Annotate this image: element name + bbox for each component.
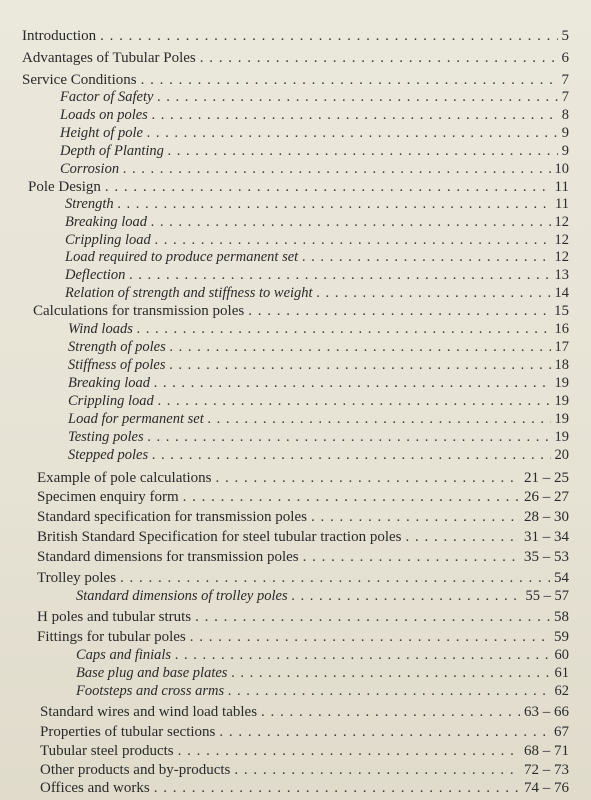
- toc-entry-page-number: 68 – 71: [524, 743, 569, 759]
- toc-entry-page-number: 74 – 76: [524, 780, 569, 796]
- dot-leader: [137, 319, 551, 339]
- toc-entry: [60, 105, 569, 125]
- toc-entry: [37, 527, 569, 547]
- dot-leader: [261, 702, 520, 722]
- dot-leader: [168, 141, 558, 161]
- toc-entry-label: Breaking load: [65, 214, 148, 230]
- toc-entry: [37, 627, 569, 647]
- toc-entry-page-number: 60: [554, 647, 569, 663]
- toc-entry: [65, 212, 569, 232]
- toc-entry-label: Pole Design: [28, 179, 101, 195]
- toc-entry-label: Example of pole calculations: [37, 470, 212, 486]
- toc-entry: [40, 722, 569, 742]
- toc-entry: [76, 663, 569, 683]
- toc-entry-page-number: 28 – 30: [524, 509, 569, 525]
- dot-leader: [178, 741, 520, 761]
- dot-leader: [152, 445, 550, 465]
- toc-entry-page-number: 58: [554, 609, 569, 625]
- toc-entry-label: Base plug and base plates: [76, 665, 228, 681]
- toc-entry-page-number: 21 – 25: [524, 470, 569, 486]
- toc-entry-label: Stepped poles: [68, 447, 149, 463]
- toc-entry: [68, 409, 569, 429]
- toc-entry: [60, 159, 569, 179]
- toc-entry-label: Tubular steel products: [40, 743, 174, 759]
- dot-leader: [154, 373, 550, 393]
- dot-leader: [234, 760, 520, 780]
- toc-entry: [37, 568, 569, 588]
- toc-entry-label: Advantages of Tubular Poles: [22, 50, 196, 66]
- dot-leader: [292, 586, 522, 606]
- dot-leader: [248, 301, 550, 321]
- toc-entry: [60, 87, 569, 107]
- toc-entry-label: Standard dimensions of trolley poles: [76, 588, 288, 604]
- toc-entry-page-number: 18: [554, 357, 569, 373]
- dot-leader: [228, 681, 550, 701]
- toc-entry: [76, 681, 569, 701]
- toc-entry-page-number: 63 – 66: [524, 704, 569, 720]
- dot-leader: [219, 722, 550, 742]
- toc-entry-label: Factor of Safety: [60, 89, 154, 105]
- toc-entry-page-number: 16: [554, 321, 569, 337]
- dot-leader: [183, 487, 520, 507]
- toc-entry-page-number: 20: [554, 447, 569, 463]
- toc-entry-label: Trolley poles: [37, 570, 117, 586]
- toc-entry-label: Relation of strength and stiffness to weight: [65, 285, 313, 301]
- toc-entry-label: Properties of tubular sections: [40, 724, 216, 740]
- toc-entry: [40, 778, 569, 798]
- toc-entry-label: Strength: [65, 196, 114, 212]
- dot-leader: [311, 507, 520, 527]
- toc-entry-page-number: 12: [554, 232, 569, 248]
- dot-leader: [231, 663, 550, 683]
- toc-entry: [76, 645, 569, 665]
- toc-entry: [37, 507, 569, 527]
- toc-entry-page-number: 72 – 73: [524, 762, 569, 778]
- toc-entry: [22, 26, 569, 46]
- toc-entry: [22, 48, 569, 68]
- dot-leader: [154, 778, 520, 798]
- toc-entry-label: Loads on poles: [60, 107, 148, 123]
- dot-leader: [200, 48, 558, 68]
- toc-entry-page-number: 6: [561, 50, 569, 66]
- toc-entry-page-number: 11: [555, 196, 569, 212]
- toc-entry-label: Height of pole: [60, 125, 143, 141]
- toc-entry-page-number: 19: [554, 393, 569, 409]
- toc-entry-label: Crippling load: [65, 232, 151, 248]
- toc-entry: [37, 607, 569, 627]
- toc-entry-label: Introduction: [22, 28, 97, 44]
- toc-entry: [65, 194, 569, 214]
- toc-entry: [60, 123, 569, 143]
- toc-entry: [40, 741, 569, 761]
- dot-leader: [152, 105, 558, 125]
- dot-leader: [148, 427, 551, 447]
- toc-entry-label: Footsteps and cross arms: [76, 683, 225, 699]
- toc-entry-page-number: 7: [561, 89, 569, 105]
- toc-entry-label: Caps and finials: [76, 647, 172, 663]
- toc-entry-page-number: 10: [554, 161, 569, 177]
- dot-leader: [170, 337, 551, 357]
- toc-entry-label: Stiffness of poles: [68, 357, 166, 373]
- dot-leader: [100, 26, 557, 46]
- toc-entry-label: Standard dimensions for transmission poles: [37, 549, 299, 565]
- toc-entry-label: Deflection: [65, 267, 126, 283]
- toc-entry-page-number: 31 – 34: [524, 529, 569, 545]
- toc-entry: [68, 337, 569, 357]
- toc-entry: [68, 319, 569, 339]
- dot-leader: [406, 527, 521, 547]
- toc-entry-label: Wind loads: [68, 321, 133, 337]
- toc-entry-page-number: 17: [554, 339, 569, 355]
- dot-leader: [158, 391, 551, 411]
- toc-entry: [37, 487, 569, 507]
- toc-entry-page-number: 12: [554, 249, 569, 265]
- toc-entry: [68, 445, 569, 465]
- toc-entry: [33, 301, 569, 321]
- dot-leader: [303, 547, 520, 567]
- toc-entry-label: Service Conditions: [22, 72, 137, 88]
- toc-entry-label: Crippling load: [68, 393, 154, 409]
- toc-entry-label: Offices and works: [40, 780, 150, 796]
- toc-entry-page-number: 61: [554, 665, 569, 681]
- toc-entry-label: British Standard Specification for steel tubular traction poles: [37, 529, 402, 545]
- toc-entry-page-number: 19: [554, 429, 569, 445]
- toc-entry-page-number: 9: [561, 143, 569, 159]
- toc-entry: [68, 373, 569, 393]
- toc-entry-page-number: 15: [554, 303, 569, 319]
- toc-entry-page-number: 9: [561, 125, 569, 141]
- toc-entry: [40, 760, 569, 780]
- toc-entry-page-number: 13: [554, 267, 569, 283]
- toc-entry-label: Standard specification for transmission poles: [37, 509, 307, 525]
- toc-entry-page-number: 19: [554, 411, 569, 427]
- dot-leader: [208, 409, 551, 429]
- dot-leader: [118, 194, 551, 214]
- dot-leader: [151, 212, 550, 232]
- toc-entry-label: Fittings for tubular poles: [37, 629, 186, 645]
- toc-entry: [40, 702, 569, 722]
- dot-leader: [317, 283, 551, 303]
- toc-entry-page-number: 59: [554, 629, 569, 645]
- toc-entry-label: Corrosion: [60, 161, 120, 177]
- dot-leader: [157, 87, 557, 107]
- toc-entry-page-number: 26 – 27: [524, 489, 569, 505]
- toc-entry-label: Testing poles: [68, 429, 144, 445]
- toc-entry: [60, 141, 569, 161]
- toc-entry: [68, 427, 569, 447]
- toc-entry-page-number: 11: [554, 179, 569, 195]
- toc-entry: [65, 265, 569, 285]
- toc-entry: [65, 247, 569, 267]
- toc-entry-label: Other products and by-products: [40, 762, 231, 778]
- dot-leader: [120, 568, 550, 588]
- toc-entry-page-number: 35 – 53: [524, 549, 569, 565]
- toc-entry-label: Specimen enquiry form: [37, 489, 179, 505]
- toc-entry-label: Load for permanent set: [68, 411, 204, 427]
- toc-entry-page-number: 8: [561, 107, 569, 123]
- toc-entry-label: Breaking load: [68, 375, 151, 391]
- toc-entry: [37, 547, 569, 567]
- toc-entry-page-number: 67: [554, 724, 569, 740]
- dot-leader: [129, 265, 550, 285]
- toc-entry-label: Standard wires and wind load tables: [40, 704, 258, 720]
- dot-leader: [195, 607, 550, 627]
- toc-entry-label: Load required to produce permanent set: [65, 249, 299, 265]
- toc-entry-page-number: 55 – 57: [525, 588, 569, 604]
- dot-leader: [123, 159, 550, 179]
- toc-entry: [65, 283, 569, 303]
- toc-entry-page-number: 54: [554, 570, 569, 586]
- toc-entry-label: H poles and tubular struts: [37, 609, 192, 625]
- dot-leader: [302, 247, 550, 267]
- toc-entry-page-number: 5: [561, 28, 569, 44]
- toc-entry-page-number: 19: [554, 375, 569, 391]
- dot-leader: [147, 123, 558, 143]
- dot-leader: [169, 355, 550, 375]
- toc-entry-page-number: 12: [554, 214, 569, 230]
- toc-entry: [76, 586, 569, 606]
- toc-entry-page-number: 7: [561, 72, 569, 88]
- toc-entry: [68, 391, 569, 411]
- dot-leader: [175, 645, 550, 665]
- dot-leader: [190, 627, 550, 647]
- toc-entry-label: Calculations for transmission poles: [33, 303, 245, 319]
- toc-entry: [68, 355, 569, 375]
- dot-leader: [216, 468, 520, 488]
- toc-entry-page-number: 62: [554, 683, 569, 699]
- toc-entry-label: Strength of poles: [68, 339, 166, 355]
- toc-entry: [37, 468, 569, 488]
- toc-entry-page-number: 14: [554, 285, 569, 301]
- toc-entry-label: Depth of Planting: [60, 143, 164, 159]
